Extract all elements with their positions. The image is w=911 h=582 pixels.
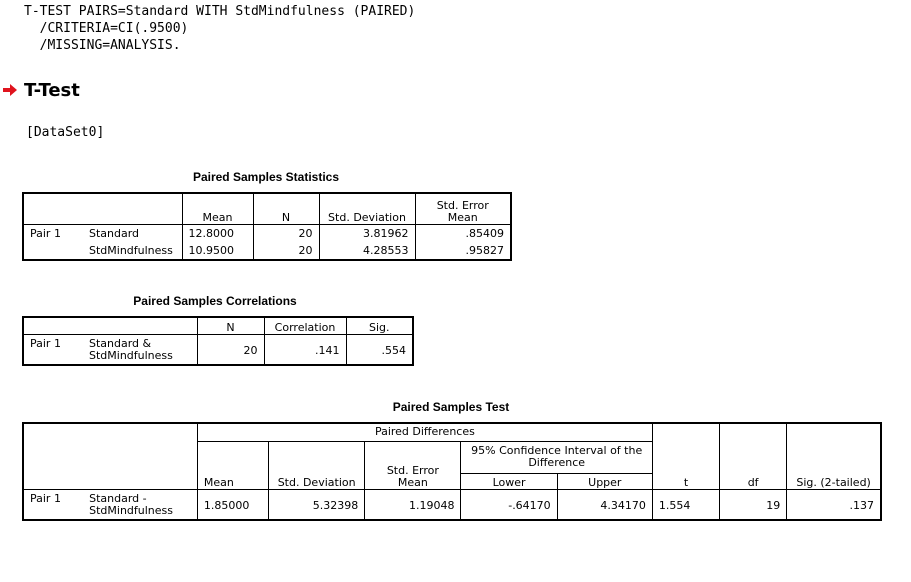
stats-table[interactable] xyxy=(22,192,512,261)
col-header: Upper xyxy=(557,473,652,489)
sd-cell: 5.32398 xyxy=(269,489,365,520)
sig-cell: .554 xyxy=(346,334,413,365)
col-header: Sig. (2-tailed) xyxy=(787,423,881,489)
table-row xyxy=(23,334,413,365)
correlation-cell: .141 xyxy=(264,334,346,365)
se-cell: .95827 xyxy=(415,242,511,260)
col-header: Sig. xyxy=(346,317,413,334)
syntax-line: T-TEST PAIRS=Standard WITH StdMindfulness (PAIRED) xyxy=(24,4,416,19)
variable-name: Standard - StdMindfulness xyxy=(89,491,174,517)
sig-cell: .137 xyxy=(787,489,881,520)
col-header: Lower xyxy=(461,473,557,489)
lower-cell: -.64170 xyxy=(461,489,557,520)
n-cell: 20 xyxy=(197,334,264,365)
pair-label: Pair 1 xyxy=(30,226,61,240)
sd-cell: 4.28553 xyxy=(319,242,415,260)
col-header: df xyxy=(720,423,787,489)
mean-cell: 1.85000 xyxy=(197,489,268,520)
pair-label: Pair 1 xyxy=(30,336,61,350)
col-header: Std. Deviation xyxy=(269,441,365,489)
syntax-line: /MISSING=ANALYSIS. xyxy=(24,38,181,53)
mean-cell: 10.9500 xyxy=(182,242,253,260)
se-cell: .85409 xyxy=(415,224,511,242)
table-row xyxy=(23,489,881,520)
col-header: Std. Error Mean xyxy=(415,193,511,224)
dataset-label: [DataSet0] xyxy=(26,125,105,140)
variable-name: StdMindfulness xyxy=(89,244,173,257)
df-cell: 19 xyxy=(720,489,787,520)
red-arrow-icon xyxy=(2,82,18,98)
n-cell: 20 xyxy=(253,224,319,242)
col-header: Std. Error Mean xyxy=(365,441,461,489)
sd-cell: 3.81962 xyxy=(319,224,415,242)
test-title: Paired Samples Test xyxy=(392,400,510,414)
syntax-line: /CRITERIA=CI(.9500) xyxy=(24,21,189,36)
variable-name: Standard & StdMindfulness xyxy=(89,336,173,362)
col-header: Correlation xyxy=(264,317,346,334)
col-header: t xyxy=(652,423,719,489)
col-header: N xyxy=(253,193,319,224)
table-row xyxy=(23,242,511,260)
pair-label: Pair 1 xyxy=(30,491,61,505)
corr-table[interactable] xyxy=(22,316,414,366)
col-header: Mean xyxy=(182,193,253,224)
se-cell: 1.19048 xyxy=(365,489,461,520)
n-cell: 20 xyxy=(253,242,319,260)
group-header: Paired Differences xyxy=(197,423,652,441)
upper-cell: 4.34170 xyxy=(557,489,652,520)
table-row xyxy=(23,224,511,242)
syntax-block xyxy=(24,3,415,54)
col-header: Mean xyxy=(197,441,268,489)
col-header: Std. Deviation xyxy=(319,193,415,224)
output-heading[interactable]: T-Test xyxy=(24,80,80,101)
variable-name: Standard xyxy=(89,226,140,240)
stats-title: Paired Samples Statistics xyxy=(192,170,340,184)
mean-cell: 12.8000 xyxy=(182,224,253,242)
col-header: N xyxy=(197,317,264,334)
ci-header: 95% Confidence Interval of the Difference xyxy=(461,441,652,473)
test-table[interactable] xyxy=(22,422,882,521)
corr-title: Paired Samples Correlations xyxy=(133,294,297,308)
t-cell: 1.554 xyxy=(652,489,719,520)
